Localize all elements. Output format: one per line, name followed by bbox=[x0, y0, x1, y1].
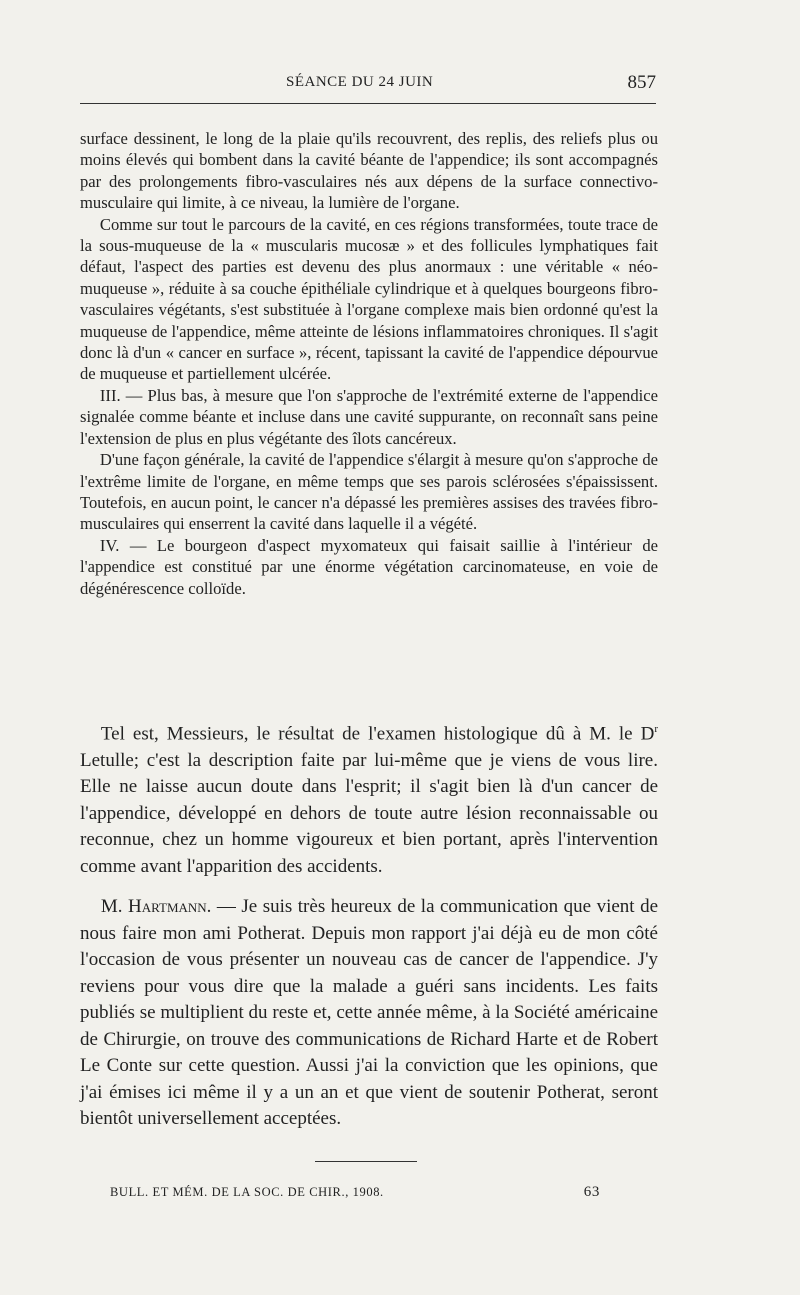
page-footer bbox=[110, 1185, 600, 1207]
running-title: SÉANCE DU 24 JUIN bbox=[286, 74, 434, 90]
signature-number: 63 bbox=[583, 1184, 600, 1200]
paragraph-continuation: surface dessinent, le long de la plaie qu'ils recouvrent, des replis, des reliefs plus ou moins élevés qui bombent dans la cavité béante de l'appendice; ils sont accompagnés par des prolongements fibro-vasculaires nés aux dépens de la surface connectivo-musculaire qui limite, à ce niveau, la lumière de l'organe. bbox=[80, 129, 658, 213]
tel-est-start: Tel est, Messieurs, le résultat de l'examen histologique dû à M. le D bbox=[100, 723, 655, 745]
page-header bbox=[80, 74, 656, 98]
paragraph-comme: Comme sur tout le parcours de la cavité, en ces régions transformées, toute trace de la sous-muqueuse de la « muscularis mucosæ » et des follicules lymphatiques fait défaut, l'aspect des parties est devenu des plus anormaux : une véritable « néo-muqueuse », réduite à sa couche épithéliale cylindrique et à quelques bourgeons fibro-vasculaires végétants, s'est substituée à l'organe complexe mais bien ordonné qu'est la muqueuse de l'appendice, même atteinte de lésions inflammatoires chroniques. Il s'agit donc là d'un « cancer en surface », récent, tapissant la cavité de l'appendice dépourvue de muqueuse et partiellement ulcérée. bbox=[80, 214, 658, 384]
header-rule bbox=[80, 103, 656, 104]
paragraph-section-iii: III. — Plus bas, à mesure que l'on s'approche de l'extrémité externe de l'appendice signalée comme béante et incluse dans une cavité suppurante, on reconnaît sans peine l'extension de plus en plus végétante des îlots cancéreux. bbox=[80, 385, 658, 448]
discussion-text bbox=[80, 716, 658, 1133]
paragraph-hartmann bbox=[80, 894, 658, 1133]
footer-rule bbox=[315, 1161, 417, 1162]
speaker-name: M. Hartmann. bbox=[100, 896, 212, 918]
hartmann-text: — Je suis très heureux de la communication que vient de nous faire mon ami Potherat. Depuis mon rapport j'ai déjà eu de mon côté l'occasion de vous présenter un nouveau cas de cancer de l'appendice. J'y reviens pour vous dire que la malade a guéri sans incidents. Les faits publiés se multiplient du reste et, cette année même, à la Société américaine de Chirurgie, on trouve des communications de Richard Harte et de Robert Le Conte sur cette question. Aussi j'ai la conviction que les opinions, que j'ai émises ici même il y a un an et que vient de soutenir Potherat, seront bientôt universellement acceptées. bbox=[80, 896, 658, 1130]
letulle-report-text bbox=[80, 128, 658, 599]
paragraph-tel-est bbox=[80, 716, 658, 880]
paragraph-section-iv: IV. — Le bourgeon d'aspect myxomateux qui faisait saillie à l'intérieur de l'appendice est constitué par une énorme végétation carcinomateuse, en voie de dégénérescence colloïde. bbox=[80, 535, 658, 598]
paragraph-dune-facon: D'une façon générale, la cavité de l'appendice s'élargit à mesure qu'on s'approche de l'extrême limite de l'organe, en même temps que ses parois sclérosées s'épaississent. Toutefois, en aucun point, le cancer n'a dépassé les premières assises des travées fibro-musculaires qui enserrent la cavité dans laquelle il a végété. bbox=[80, 450, 658, 534]
doctor-abbrev-sup: r bbox=[654, 723, 658, 735]
tel-est-rest: Letulle; c'est la description faite par lui-même que je viens de vous lire. Elle ne laisse aucun doute dans l'esprit; il s'agit bien là d'un cancer de l'appendice, développé en dehors de toute autre lésion reconnaissable ou reconnue, chez un homme vigoureux et bien portant, après l'intervention comme avant l'apparition des accidents. bbox=[80, 749, 658, 877]
journal-citation: BULL. ET MÉM. DE LA SOC. DE CHIR., 1908. bbox=[110, 1185, 384, 1199]
page-number: 857 bbox=[627, 72, 656, 93]
